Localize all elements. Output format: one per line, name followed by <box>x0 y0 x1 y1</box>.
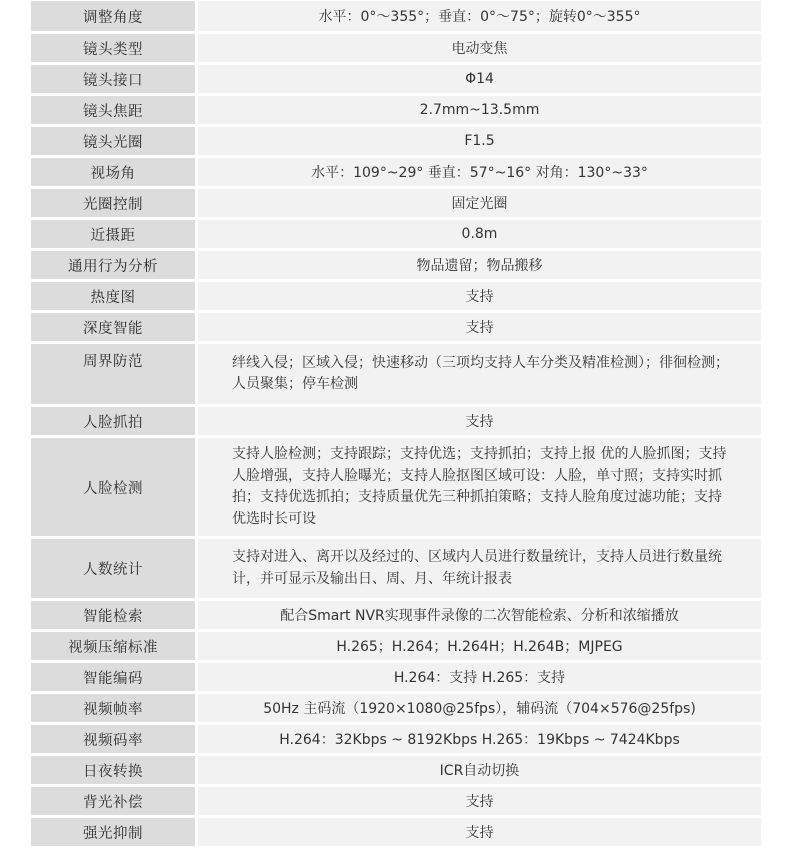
spec-value: 支持 <box>198 407 761 435</box>
spec-row <box>31 313 761 341</box>
spec-label: 智能检索 <box>31 601 195 629</box>
spec-row <box>31 1 761 31</box>
spec-value: 固定光圈 <box>198 189 761 217</box>
spec-value: 支持人脸检测；支持跟踪；支持优选；支持抓拍；支持上报 优的人脸抓图；支持人脸增强，支持人脸曝光；支持人脸抠图区域可设：人脸，单寸照；支持实时抓拍；支持优选抓拍；支持质量优先三种抓拍策略；支持人脸角度过滤功能；支持优选时长可设 <box>198 438 761 536</box>
spec-label: 视频压缩标准 <box>31 632 195 660</box>
spec-row <box>31 601 761 629</box>
spec-label: 强光抑制 <box>31 818 195 846</box>
spec-value: 2.7mm~13.5mm <box>198 96 761 124</box>
spec-value: H.264：32Kbps ~ 8192Kbps H.265：19Kbps ~ 7424Kbps <box>198 725 761 753</box>
spec-label: 热度图 <box>31 282 195 310</box>
spec-value: 0.8m <box>198 220 761 248</box>
spec-row <box>31 344 761 404</box>
spec-label: 深度智能 <box>31 313 195 341</box>
spec-value: 50Hz 主码流（1920×1080@25fps），辅码流（704×576@25fps) <box>198 694 761 722</box>
spec-row <box>31 282 761 310</box>
spec-value: 配合Smart NVR实现事件录像的二次智能检索、分析和浓缩播放 <box>198 601 761 629</box>
spec-value: 支持对进入、离开以及经过的、区域内人员进行数量统计，支持人员进行数量统计，并可显示及输出日、周、月、年统计报表 <box>198 539 761 598</box>
spec-table <box>31 0 761 849</box>
spec-label: 近摄距 <box>31 220 195 248</box>
spec-label: 光圈控制 <box>31 189 195 217</box>
spec-label: 镜头焦距 <box>31 96 195 124</box>
spec-row <box>31 663 761 691</box>
spec-row <box>31 220 761 248</box>
spec-label: 人数统计 <box>31 539 195 598</box>
spec-label: 镜头光圈 <box>31 127 195 155</box>
spec-value: ICR自动切换 <box>198 756 761 784</box>
spec-row <box>31 158 761 186</box>
spec-label: 日夜转换 <box>31 756 195 784</box>
spec-value: 水平：0°～355°；垂直：0°～75°；旋转0°～355° <box>198 1 761 31</box>
spec-row <box>31 756 761 784</box>
spec-row <box>31 407 761 435</box>
spec-value: 支持 <box>198 282 761 310</box>
spec-label: 人脸检测 <box>31 438 195 536</box>
spec-row <box>31 189 761 217</box>
spec-value: 绊线入侵；区域入侵；快速移动（三项均支持人车分类及精准检测）；徘徊检测；人员聚集；停车检测 <box>198 344 761 404</box>
spec-row <box>31 96 761 124</box>
spec-value: F1.5 <box>198 127 761 155</box>
spec-row <box>31 632 761 660</box>
spec-label: 调整角度 <box>31 1 195 31</box>
spec-label: 视频码率 <box>31 725 195 753</box>
spec-label: 周界防范 <box>31 344 195 404</box>
spec-row <box>31 818 761 846</box>
spec-row <box>31 34 761 62</box>
spec-value: 水平：109°~29° 垂直：57°~16° 对角：130°~33° <box>198 158 761 186</box>
spec-row <box>31 539 761 598</box>
spec-value: 支持 <box>198 787 761 815</box>
spec-value: Φ14 <box>198 65 761 93</box>
spec-label: 视场角 <box>31 158 195 186</box>
spec-row <box>31 694 761 722</box>
spec-label: 背光补偿 <box>31 787 195 815</box>
spec-label: 人脸抓拍 <box>31 407 195 435</box>
spec-label: 镜头类型 <box>31 34 195 62</box>
spec-row <box>31 725 761 753</box>
spec-row <box>31 787 761 815</box>
spec-value: 支持 <box>198 818 761 846</box>
spec-row <box>31 127 761 155</box>
spec-label: 视频帧率 <box>31 694 195 722</box>
spec-label: 智能编码 <box>31 663 195 691</box>
spec-value: H.265；H.264；H.264H；H.264B；MJPEG <box>198 632 761 660</box>
spec-row <box>31 251 761 279</box>
spec-row <box>31 65 761 93</box>
spec-value: 电动变焦 <box>198 34 761 62</box>
spec-row <box>31 438 761 536</box>
spec-label: 镜头接口 <box>31 65 195 93</box>
spec-label: 通用行为分析 <box>31 251 195 279</box>
spec-value: 物品遗留；物品搬移 <box>198 251 761 279</box>
spec-value: 支持 <box>198 313 761 341</box>
spec-value: H.264：支持 H.265：支持 <box>198 663 761 691</box>
